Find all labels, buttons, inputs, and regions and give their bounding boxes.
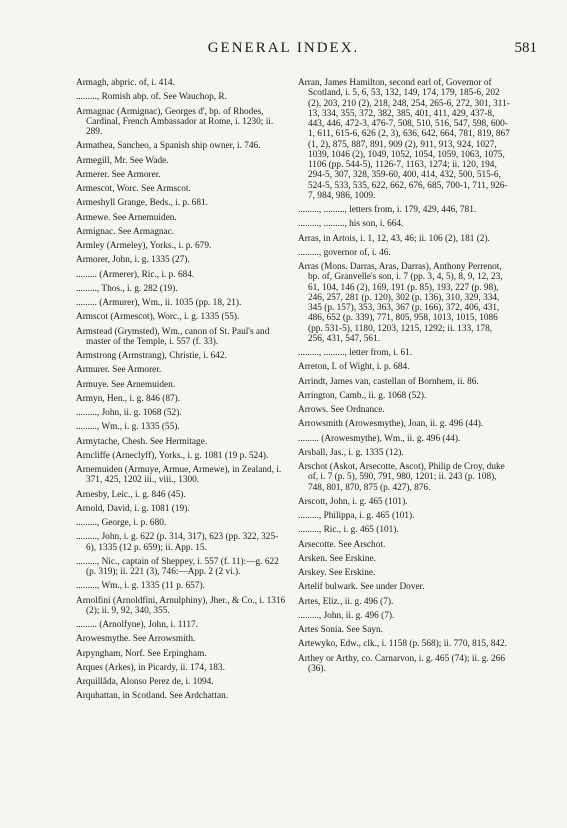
index-entry: Artewyko, Edw., clk., i. 1158 (p. 568); ii. 770, 815, 842. <box>298 639 507 650</box>
index-entry: Arsball, Jas., i. g. 1335 (12). <box>298 447 404 458</box>
index-entry: Artes Sonia. See Sayn. <box>298 625 383 635</box>
index-entry: Arrington, Camb., ii. g. 1068 (52). <box>298 390 427 401</box>
index-entry: ........., ........., letter from, i. 61. <box>298 348 413 358</box>
index-entry: Arsecotte. See Arschot. <box>298 539 386 550</box>
index-entry: ......... (Arowesmythe), Wm., ii. g. 496 (44). <box>298 433 461 444</box>
index-entry: Arowesmythe. See Arrowsmith. <box>76 634 196 645</box>
index-entry: Arncliffe (Arneclyff), Yorks., i. g. 1081 (19 p. 524). <box>76 450 269 461</box>
index-entry: Armstead (Grymsted), Wm., canon of St. Paul's and master of the Temple, i. 557 (f. 33). <box>76 326 270 347</box>
index-entry: ........., Romish abp. of. See Wauchop, R. <box>76 92 227 103</box>
index-entry: Armley (Armeley), Yorks., i. p. 679. <box>76 241 212 251</box>
index-entry: Arthey or Arthy, co. Carnarvon, i. g. 465 (74); ii. g. 266 (36). <box>298 653 505 674</box>
index-entry: Arskey. See Erskine. <box>298 568 376 578</box>
index-entry: Arquhattan, in Scotland. See Ardchattan. <box>76 691 229 702</box>
index-entry: ........., Nic., captain of Sheppey, i. 557 (f. 11):—g. 622 (p. 319); ii. 221 (3), 746:—App. 2 (2 vi.). <box>76 556 279 577</box>
index-entry: Arpyngham, Norf. See Erpingham. <box>76 648 207 659</box>
index-entry: Armyn, Hen., i. g. 846 (87). <box>76 393 181 404</box>
index-entry: Arnemuiden (Armuye, Armue, Armewe), in Zealand, i. 371, 425, 1202 iii., viii., 1300. <box>76 465 282 486</box>
index-entry: ........., John, ii. g. 496 (7). <box>298 610 395 621</box>
index-entry: Arran, James Hamilton, second earl of, Governor of Scotland, i. 5, 6, 53, 132, 149, 174, 179, 185-6, 202 (2), 203, 210 (2), 218, 248, 254, 265-6, 272, 301, 311-13, 334, 355, 372, 382, 385, 401, 411, 429, 437-8, 443, 446, 472-3, 476-7, 508, 510, 516, 547, 598, 600-1, 611, 615-6, 626 (2, 3), 636, 642, 664, 781, 819, 867 (1, 2), 875, 887, 891, 909 (2), 911, 913, 924, 1027, 1039, 1046 (2), 1049, 1052, 1054, 1059, 1063, 1075, 1106 (pp. 544-5), 1126-7, 1163, 1274; ii. 120, 194, 294-5, 307, 328, 359-60, 400, 414, 432, 500, 515-6, 524-5, 533, 535, 622, 662, 676, 685, 700-1, 711, 926-7, 984, 986, 1009. <box>298 78 510 201</box>
index-entry: Arrindt, James van, castellan of Bornhem, ii. 86. <box>298 376 479 387</box>
index-entry: Armescot, Worc. See Armscot. <box>76 184 191 194</box>
page-header <box>0 40 567 62</box>
index-entry: Armuye. See Arnemuiden. <box>76 379 176 390</box>
index-entry: Arras, in Artois, i. 1, 12, 43, 46; ii. 106 (2), 181 (2). <box>298 233 490 244</box>
index-entry: Arscott, John, i. g. 465 (101). <box>298 496 408 507</box>
index-entry: ........., John, ii. g. 1068 (52). <box>76 408 182 418</box>
index-entry: Armignac. See Armagnac. <box>76 226 175 237</box>
index-entry: ........., Ric., i. g. 465 (101). <box>298 525 399 536</box>
index-entry: Armeshyll Grange, Beds., i. p. 681. <box>76 198 208 209</box>
index-entry: ........., Wm., i. g. 1335 (11 p. 657). <box>76 581 205 592</box>
index-entry: Artelif bulwark. See under Dover. <box>298 582 425 593</box>
index-entry: Armagnac (Armignac), Georges d', bp. of Rhodes, Cardinal, French Ambassador at Rome, i. 1230; ii. 289. <box>76 106 274 137</box>
index-entry: Artes, Eliz., ii. g. 496 (7). <box>298 596 394 607</box>
index-entry: Arnold, David, i. g. 1081 (19). <box>76 503 190 514</box>
index-entry: Arsken. See Erskine. <box>298 553 376 564</box>
index-entry: Arnesby, Leic., i. g. 846 (45). <box>76 489 186 500</box>
index-entry: Armathea, Sancheo, a Spanish ship owner, i. 746. <box>76 141 261 152</box>
index-entry: Arreton, I. of Wight, i. p. 684. <box>298 362 410 373</box>
index-entry: Arrows. See Ordnance. <box>298 405 385 415</box>
index-entry: Arquillâda, Alonso Perez de, i. 1094. <box>76 677 214 687</box>
index-entry: Armstrong (Armstrang), Christie, i. 642. <box>76 351 227 361</box>
index-entry: ........., Wm., i. g. 1335 (55). <box>76 422 180 433</box>
index-entry: Arques (Arkes), in Picardy, ii. 174, 183. <box>76 662 225 673</box>
index-entry: Armurer. See Armorer. <box>76 365 162 376</box>
index-entry: Armorer, John, i. g. 1335 (27). <box>76 255 190 266</box>
index-entry: ........., ........., letters from, i. 179, 429, 446, 781. <box>298 205 477 215</box>
index-entry: Arras (Mons. Darras, Aras, Darras), Anthony Perrenot, bp. of, Granvelle's son, i. 7 (pp. 3, 4, 5), 8, 9, 12, 23, 61, 104, 146 (2), 169, 191 (p. 85), 193, 227 (p. 98), 246, 257, 281 (p. 120), 302 (p. 136), 310, 329, 334, 345 (p. 157), 353, 363, 367 (p. 166), 372, 406, 431, 486, 652 (p. 339), 771, 805, 958, 1013, 1015, 1086 (pp. 531-5), 1180, 1203, 1215, 1292; ii. 133, 178, 256, 431, 547, 561. <box>298 262 503 344</box>
index-entry: Armewe. See Arnemuiden. <box>76 212 177 223</box>
index-column-right <box>298 78 510 674</box>
index-entry: ........., Thos., i. g. 282 (19). <box>76 283 178 294</box>
index-entry: Armscot (Armescot), Worc., i. g. 1335 (55). <box>76 312 240 323</box>
index-entry: Arrowsmith (Arowesmythe), Joan, ii. g. 496 (44). <box>298 419 484 430</box>
index-entry: ........., governor of, i. 46. <box>298 247 391 258</box>
index-entry: Arnolfini (Arnoldfini, Arnulphiny), Jher., & Co., i. 1316 (2); ii. 9, 92, 340, 355. <box>76 595 286 616</box>
index-entry: ........., Philippa, i. g. 465 (101). <box>298 511 415 521</box>
index-entry: Armerer. See Armorer. <box>76 169 161 180</box>
index-entry: ........., George, i. p. 680. <box>76 518 167 528</box>
index-entry: Armagh, abpric. of, i. 414. <box>76 78 175 88</box>
index-entry: Armegill, Mr. See Wade. <box>76 155 169 166</box>
index-column-left <box>76 78 288 702</box>
index-entry: Armytache, Chesh. See Hermitage. <box>76 436 208 447</box>
index-entry: ......... (Armurer), Wm., ii. 1035 (pp. 18, 21). <box>76 298 242 308</box>
page-number: 581 <box>514 40 537 56</box>
index-entry: ......... (Armerer), Ric., i. p. 684. <box>76 269 195 280</box>
page-title: GENERAL INDEX. <box>207 40 360 56</box>
index-entry: ........., ........., his son, i. 664. <box>298 219 404 230</box>
index-entry: ......... (Arnolfyne), John, i. 1117. <box>76 620 198 630</box>
index-entry: ........., John, i. g. 622 (p. 314, 317), 623 (pp. 322, 325-6), 1335 (12 p. 659); ii. App. 15. <box>76 532 279 553</box>
index-entry: Arschot (Askot, Arsecotte, Ascot), Philip de Croy, duke of, i. 7 (p. 5), 590, 791, 980, 1201; ii. 243 (p. 108), 748, 801, 870, 875 (p. 427), 876. <box>298 462 505 493</box>
